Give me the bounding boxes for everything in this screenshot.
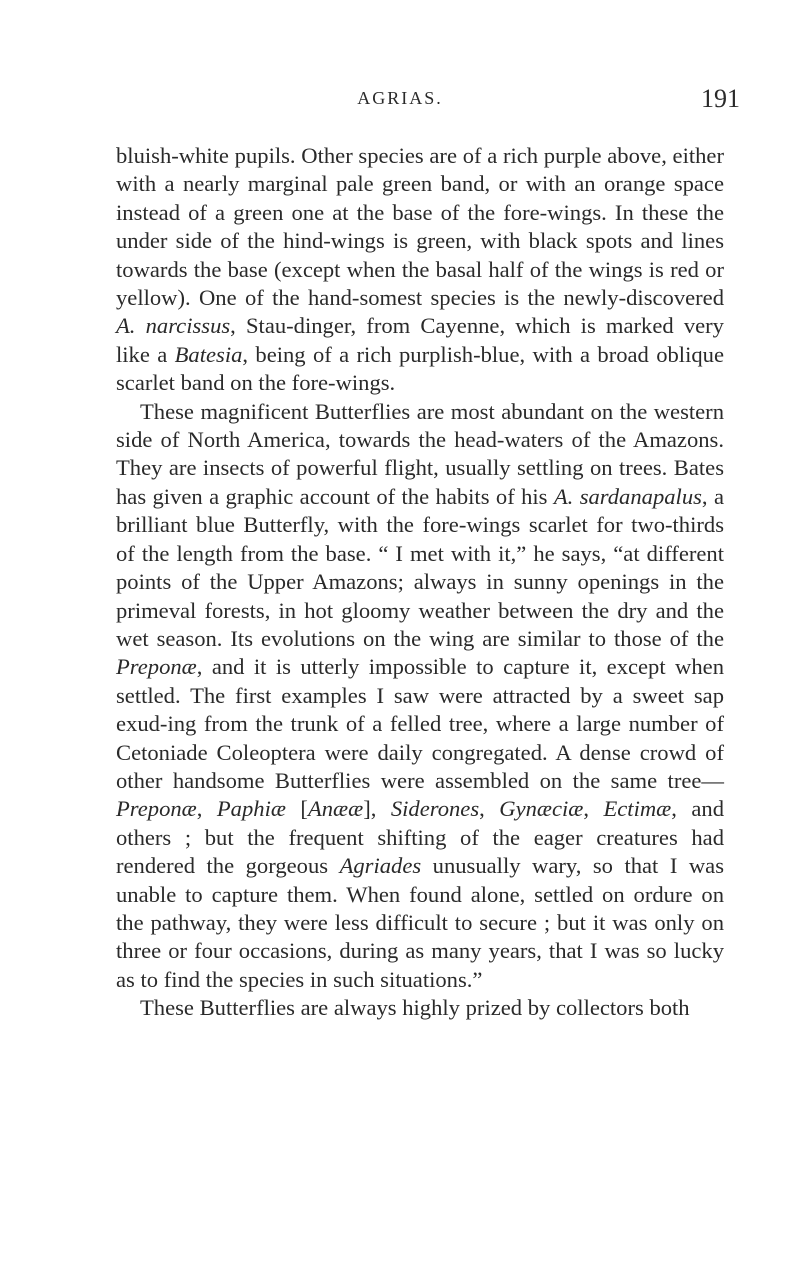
italic-text: Siderones <box>390 796 480 822</box>
paragraph <box>116 994 724 1022</box>
italic-text: Agriades <box>339 853 422 879</box>
text-run: These magnificent Butterflies are most abundant on the western side of North America, towards the head-waters of the Amazons. They are insects of powerful flight, usually settling on trees. Bates has given a graphic account of the habits of his <box>116 398 724 509</box>
text-run: unusually wary, so that I was unable to capture them. When found alone, settled on ordure on the pathway, they were less difficult to secure ; but it was only on three or four occasions, during as many years, that I was so lucky as to find the species in such situations.” <box>116 853 724 992</box>
text-run: These Butterflies are always highly prized by collectors both <box>140 995 690 1021</box>
text-run: bluish-white pupils. Other species are of a rich purple above, either with a nearly marginal pale green band, or with an orange space instead of a green one at the base of the fore-wings. In these the under side of the hind-wings is green, with black spots and lines towards the base (except when the basal half of the wings is red or yellow). One of the hand-somest species is the newly-discovered <box>116 143 724 311</box>
text-run: , <box>479 796 500 822</box>
text-run: , and it is utterly impossible to capture it, except when settled. The first examples I saw were attracted by a sweet sap exud-ing from the trunk of a felled tree, where a large number of Cetoniade Coleoptera were daily congregated. A dense crowd of other handsome Butterflies were assembled on the same tree— <box>116 654 724 793</box>
text-run: , <box>583 796 604 822</box>
text-run: , <box>196 796 217 822</box>
paragraph <box>116 398 724 995</box>
page-number: 191 <box>701 84 740 113</box>
italic-text: A. narcissus <box>116 313 231 339</box>
text-run: , a brilliant blue Butterfly, with the fore-wings scarlet for two-thirds of the length from the base. “ I met with it,” he says, “at different points of the Upper Amazons; always in sunny openings in the primeval forests, in hot gloomy weather between the dry and the wet season. Its evolutions on the wing are similar to those of the <box>116 483 724 651</box>
italic-text: Preponæ <box>116 796 197 822</box>
text-run: , Stau-dinger, from Cayenne, which is marked very like a <box>116 313 724 367</box>
italic-text: Ectimæ <box>603 796 672 822</box>
italic-text: A. sardanapalus <box>553 483 702 509</box>
text-run: [ <box>285 796 308 822</box>
body-text <box>116 142 724 1023</box>
paragraph <box>116 142 724 398</box>
italic-text: Paphiæ <box>216 796 286 822</box>
page-header <box>0 84 800 118</box>
italic-text: Gynæciæ <box>499 796 584 822</box>
italic-text: Batesia <box>174 341 243 367</box>
text-run: , being of a rich purplish-blue, with a broad oblique scarlet band on the fore-wings. <box>116 341 724 396</box>
italic-text: Anææ <box>307 796 364 822</box>
text-run: ], <box>363 796 391 822</box>
running-title: AGRIAS. <box>357 88 443 108</box>
italic-text: Preponæ <box>116 654 197 680</box>
text-run: , and others ; but the frequent shifting of the eager creatures had rendered the gorgeous <box>116 796 724 879</box>
